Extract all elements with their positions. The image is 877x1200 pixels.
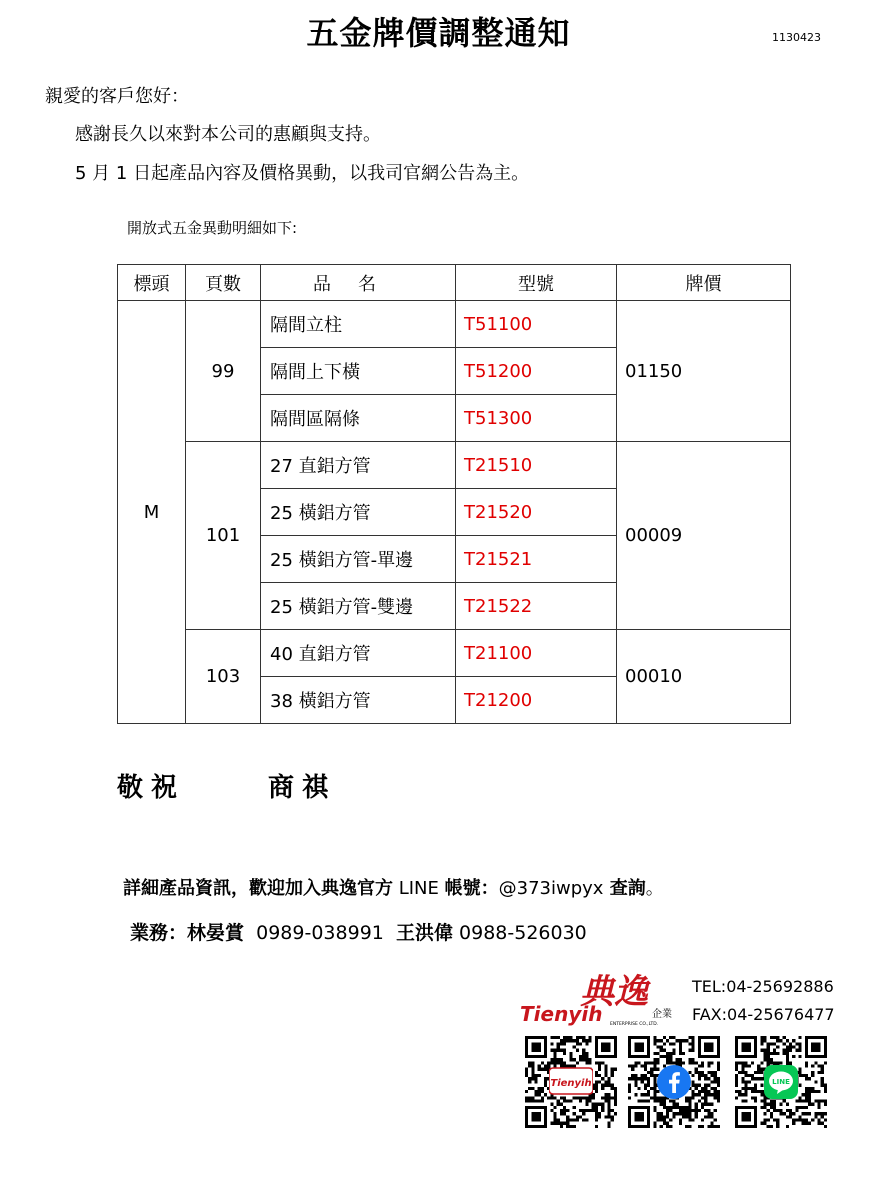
qr-code-facebook[interactable] (628, 1036, 720, 1128)
cell-model: T21510 (456, 442, 617, 489)
sales2-phone: 0988-526030 (459, 922, 587, 944)
price-change-table (117, 264, 791, 724)
closing-wish: 商祺 (268, 773, 337, 803)
cell-price: 00009 (617, 442, 791, 630)
greeting: 親愛的客戶您好： (45, 86, 189, 107)
cell-page: 101 (186, 442, 261, 630)
col-header-code: 標頭 (118, 265, 186, 301)
col-header-model: 型號 (456, 265, 617, 301)
logo-english: Tienyih (520, 1002, 603, 1026)
closing-salutation: 敬祝 (117, 773, 186, 803)
cell-model: T51200 (456, 348, 617, 395)
line-icon (763, 1064, 799, 1100)
cell-price: 01150 (617, 301, 791, 442)
qr-code-website[interactable] (525, 1036, 617, 1128)
detail-query: 查詢 (603, 878, 646, 899)
cell-model: T21522 (456, 583, 617, 630)
cell-name: 38 橫鋁方管 (261, 677, 456, 724)
cell-model: T21200 (456, 677, 617, 724)
col-header-name-label: 品名 (313, 273, 403, 295)
col-header-name (261, 265, 456, 301)
detail-account-label: 帳號： (444, 878, 499, 899)
cell-model: T21521 (456, 536, 617, 583)
col-header-price: 牌價 (617, 265, 791, 301)
cell-model: T51300 (456, 395, 617, 442)
company-fax: FAX:04-25676477 (692, 1005, 835, 1024)
cell-page: 99 (186, 301, 261, 442)
sales-contacts (130, 918, 587, 945)
detail-end: 。 (645, 878, 664, 899)
sales-label: 業務： (130, 922, 188, 944)
col-header-page: 頁數 (186, 265, 261, 301)
sales2-name: 王洪偉 (395, 922, 453, 944)
thanks-line: 感謝長久以來對本公司的惠顧與支持。 (75, 124, 381, 145)
table-intro: 開放式五金異動明細如下: (127, 219, 298, 237)
cell-name: 25 橫鋁方管-單邊 (261, 536, 456, 583)
cell-name: 隔間立柱 (261, 301, 456, 348)
table-row (118, 630, 791, 677)
detail-line-word: LINE (393, 878, 445, 899)
cell-model: T21100 (456, 630, 617, 677)
sales1-phone: 0989-038991 (256, 922, 384, 944)
svg-text:Tienyih: Tienyih (550, 1078, 592, 1089)
cell-name: 40 直鋁方管 (261, 630, 456, 677)
cell-name: 隔間區隔條 (261, 395, 456, 442)
logo-suffix: 企業 (652, 1009, 672, 1020)
logo-sub: ENTERPRISE CO.,LTD. (610, 1022, 659, 1027)
cell-name: 25 橫鋁方管 (261, 489, 456, 536)
sales1-name: 林晏賞 (187, 922, 245, 944)
table-row (118, 442, 791, 489)
logo-chinese: 典逸 (580, 972, 648, 1012)
table-row (118, 301, 791, 348)
page-title: 五金牌價調整通知 (306, 14, 571, 52)
cell-price: 00010 (617, 630, 791, 724)
notice-line: 5 月 1 日起產品內容及價格異動，以我司官網公告為主。 (75, 163, 530, 184)
document-number: 1130423 (772, 31, 821, 44)
cell-name: 27 直鋁方管 (261, 442, 456, 489)
facebook-icon (656, 1064, 692, 1100)
company-logo (518, 965, 688, 1029)
cell-model: T51100 (456, 301, 617, 348)
detail-text: 詳細產品資訊，歡迎加入典逸官方 (123, 878, 393, 899)
cell-model: T21520 (456, 489, 617, 536)
line-id: @373iwpyx (498, 878, 604, 899)
cell-name: 25 橫鋁方管-雙邊 (261, 583, 456, 630)
tienyih-logo-icon (549, 1064, 593, 1100)
company-tel: TEL:04-25692886 (692, 977, 834, 996)
table-header-row (118, 265, 791, 301)
cell-header-code: M (118, 301, 186, 724)
cell-page: 103 (186, 630, 261, 724)
svg-text:LINE: LINE (772, 1078, 790, 1086)
qr-code-line[interactable] (735, 1036, 827, 1128)
line-contact-info (123, 874, 664, 900)
cell-name: 隔間上下橫 (261, 348, 456, 395)
